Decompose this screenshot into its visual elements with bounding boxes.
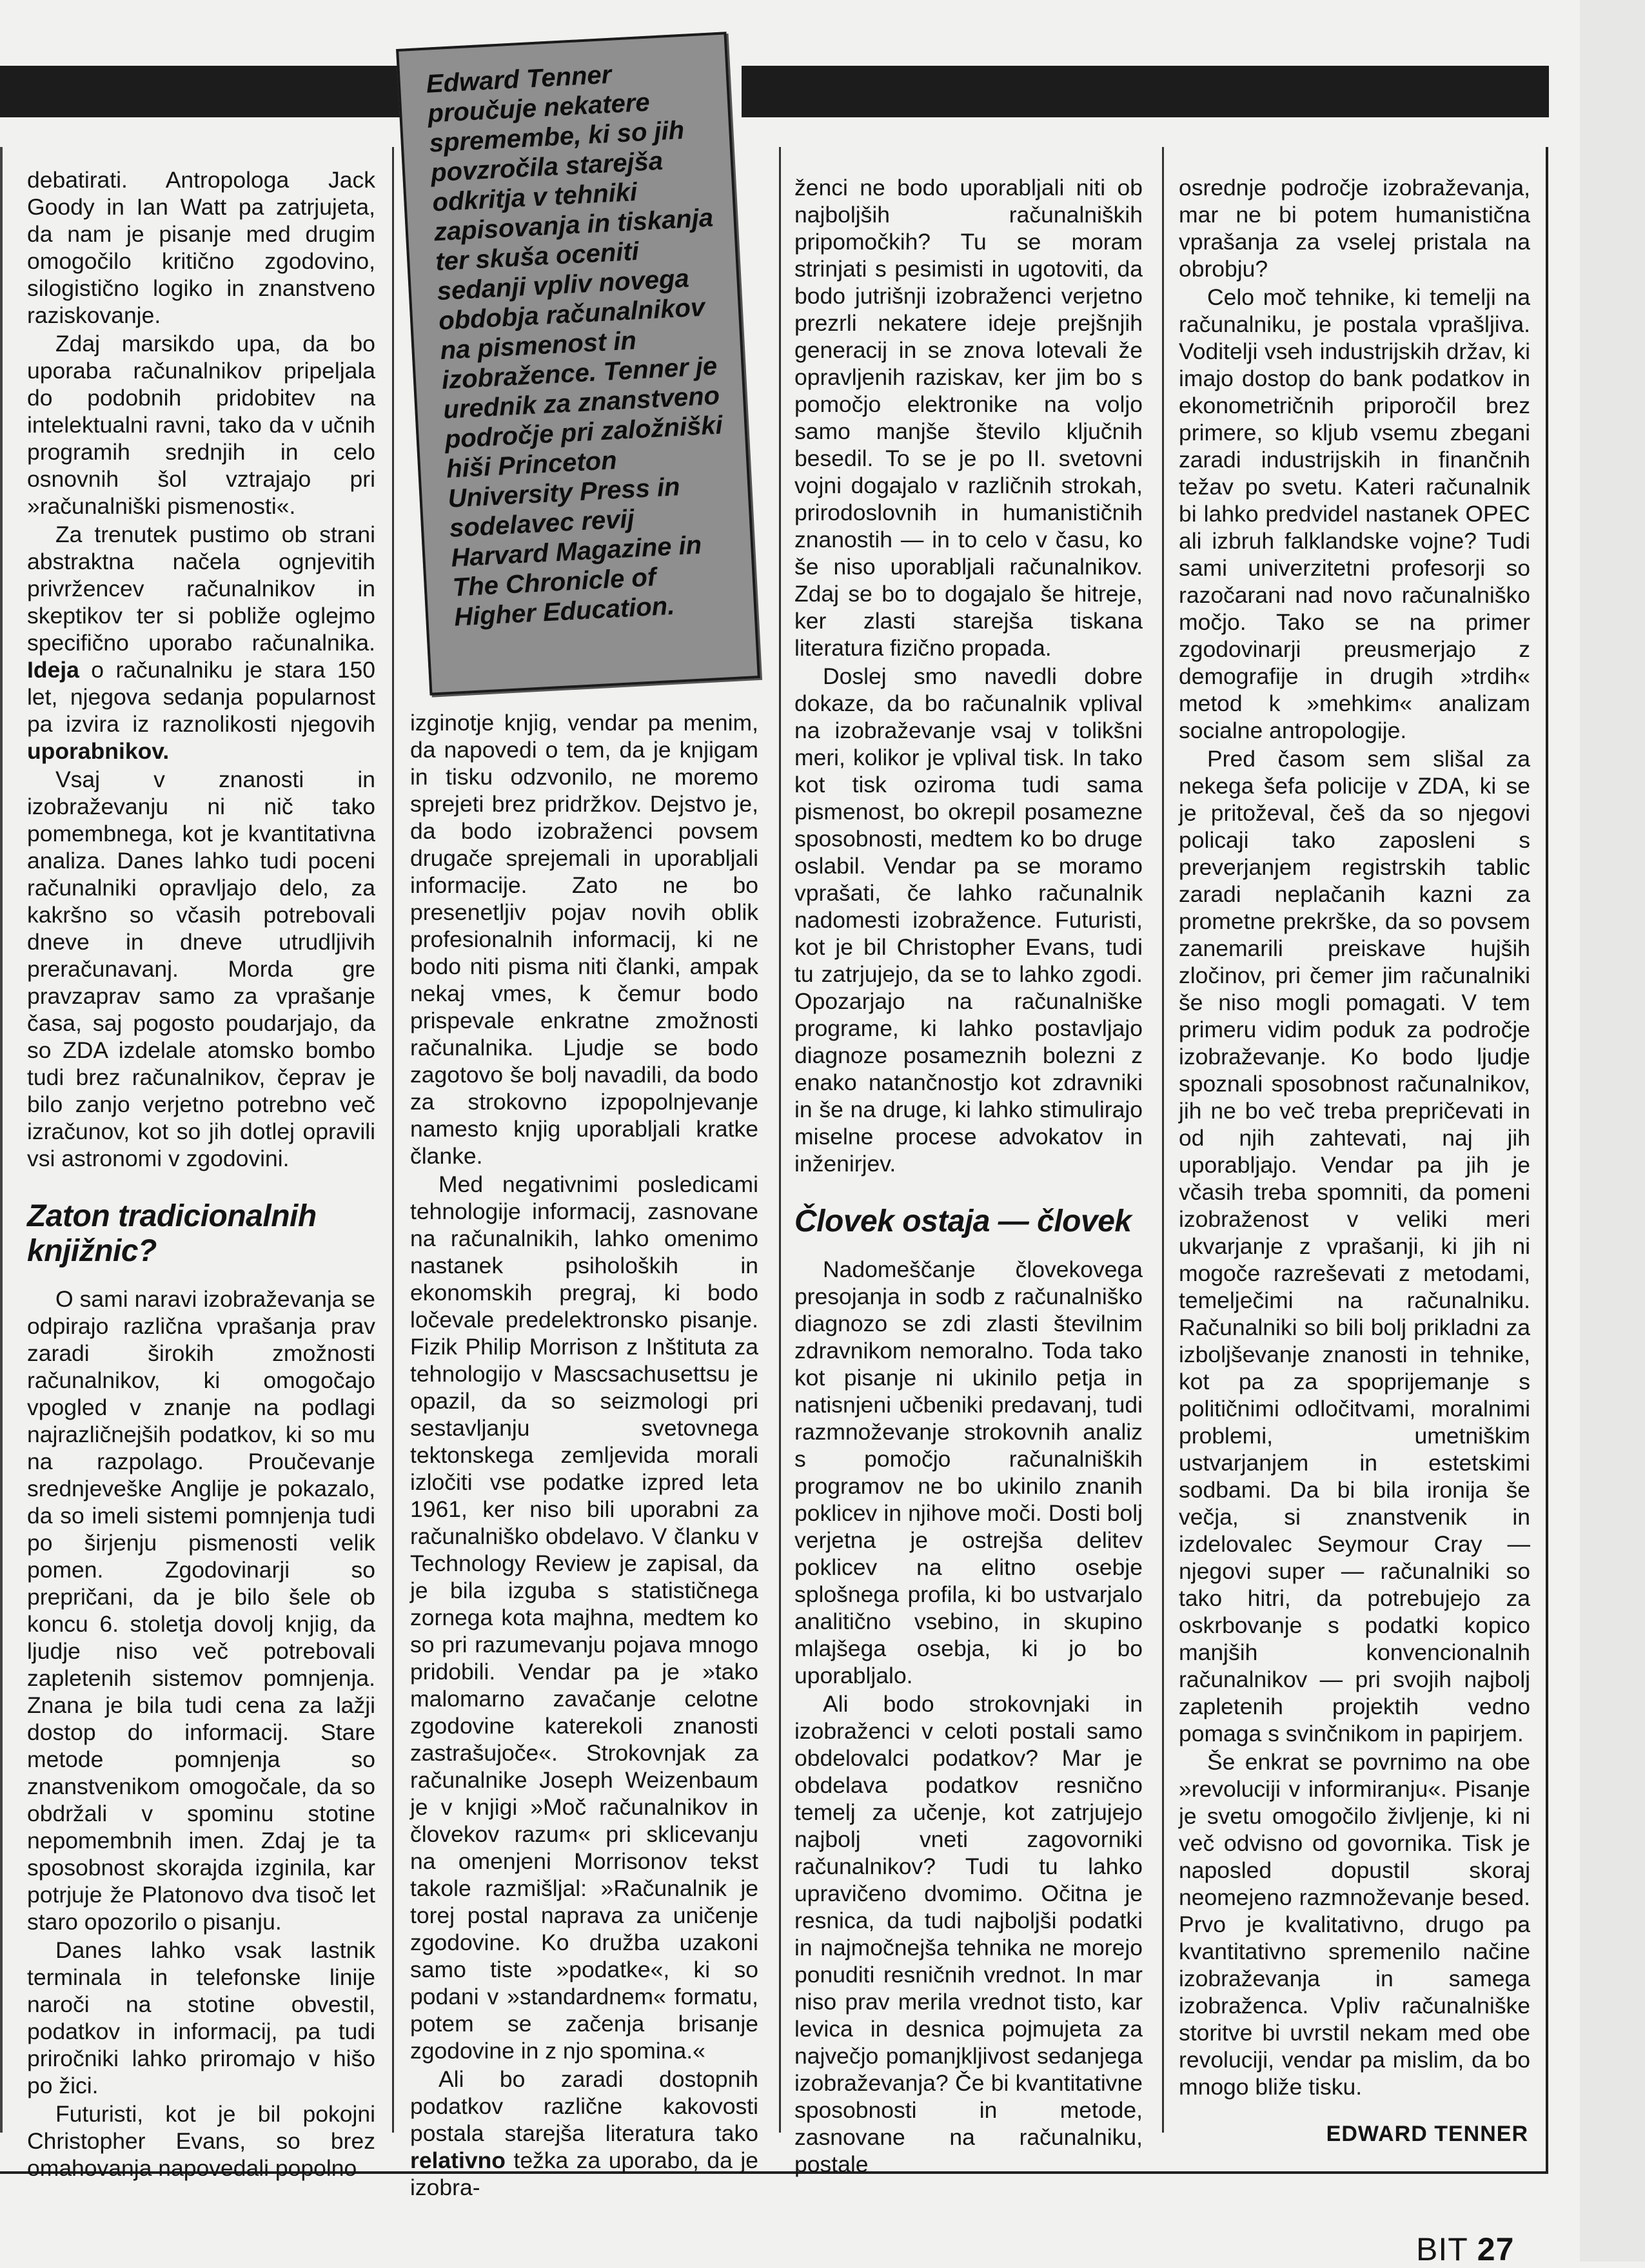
bold-text: relativno <box>410 2147 506 2173</box>
column-divider-3 <box>1162 147 1164 2133</box>
paragraph: Zdaj marsikdo upa, da bo uporaba računalnikov pripeljala do podobnih pridobitev na intelektualni ravni, tako da v učnih programih srednjih in celo osnovnih šol vztrajajo pri »računalniški pismenosti«. <box>27 331 375 519</box>
page-edge <box>1580 0 1645 2262</box>
author-byline: EDWARD TENNER <box>1326 2122 1528 2146</box>
frame-right-rule <box>1546 147 1548 2171</box>
article-column-1 <box>27 166 375 2183</box>
bold-text: uporabnikov. <box>27 738 170 764</box>
paragraph: Futuristi, kot je bil pokojni Christopher Evans, so brez omahovanja napovedali popolno <box>27 2101 375 2181</box>
text-run: Za trenutek pustimo ob strani abstraktna načela ognjevitih privržencev računalnikov in skeptikov ter si pobliže oglejmo specifično uporabo računalnika. <box>27 522 375 656</box>
page-footer <box>1416 2231 1514 2268</box>
callout-text: Edward Tenner proučuje nekatere spremembe, ki so jih povzročila starejša odkritja v tehniki zapisovanja in tiskanja ter skuša oceniti sedanji vpliv novega obdobja računalnikov na pismenost in izobražence. Tenner je urednik za znanstveno področje pri založniški hiši Princeton University Press in sodelavec revij Harvard Magazine in The Chronicle of Higher Education. <box>425 60 724 632</box>
paragraph: debatirati. Antropologa Jack Goody in Ian Watt pa zatrjujeta, da nam je pisanje med drugim omogočilo kritično zgodovino, silogistično logiko in znanstveno raziskovanje. <box>27 167 375 328</box>
text-run: o računalniku je stara 150 let, njegova sedanja popularnost pa izvira iz raznolikosti njegovih <box>27 657 375 737</box>
paragraph: ženci ne bodo uporabljali niti ob najboljših računalniških pripomočkih? Tu se moram strinjati s pesimisti in ugotoviti, da bodo jutrišnji izobraženci verjetno prezrli nekatere ideje prejšnjih generacij in se znova lotevali že opravljenih raziskav, ker jim bo s pomočjo elektronike na voljo samo manjše število ključnih besedil. To se je po II. svetovni vojni dogajalo v različnih strokah, prirodoslovnih in humanističnih znanostih — in to celo v času, ko še niso uporabljali računalnikov. Zdaj se bo to dogajalo še hitreje, ker zlasti starejša tiskana literatura fizično propada. <box>794 175 1143 661</box>
column-divider-1 <box>392 147 394 2133</box>
text-run: Ali bo zaradi dostopnih podatkov različne kakovosti postala starejša literatura tako <box>410 2066 758 2146</box>
paragraph: Doslej smo navedli dobre dokaze, da bo računalnik vplival na izobraževanje vsaj v tolikšni meri, kolikor je vplival tisk. In tako kot tisk oziroma tudi sama pismenost, bo okrepil posamezne sposobnosti, medtem ko bo druge oslabil. Vendar pa se moramo vprašati, če lahko računalnik nadomesti izobražence. Futuristi, kot je bil Christopher Evans, tudi tu zatrjujejo, da se to lahko zgodi. Opozarjajo na računalniške programe, ki lahko postavljajo diagnoze posameznih bolezni z enako natančnostjo kot zdravniki in še na druge, ki lahko stimulirajo miselne procese advokatov in inženirjev. <box>794 663 1143 1177</box>
bold-text: Ideja <box>27 657 79 683</box>
section-heading: Zaton tradicionalnih knjižnic? <box>27 1199 317 1268</box>
paragraph: Danes lahko vsak lastnik terminala in telefonske linije naroči na stotine obvestil, podatkov in informacij, pa tudi priročniki lahko priromajo v hišo po žici. <box>27 1937 375 2098</box>
header-bar-left <box>0 66 405 117</box>
column-divider-2 <box>779 147 781 2133</box>
article-column-4 <box>1179 174 1530 2102</box>
paragraph: Še enkrat se povrnimo na obe »revoluciji v informiranju«. Pisanje je svetu omogočilo življenje, ki ni več odvisno od govornika. Tisk je naposled dopustil skoraj neomejeno razmnoževanje besed. Prvo je kvalitativno, drugo pa kvantitativno spremenilo načine izobraževanja in samega izobraženca. Vpliv računalniške storitve bi uvrstil nekam med obe revoluciji, vendar pa mislim, da bo mnogo bliže tisku. <box>1179 1749 1530 2100</box>
magazine-name: BIT <box>1416 2231 1468 2267</box>
paragraph: Nadomeščanje človekovega presojanja in sodb z računalniško diagnozo se zdi zlasti številnim zdravnikom nemoralno. Toda tako kot pisanje ni ukinilo petja in natisnjeni učbeniki predavanj, tudi razmnoževanje strokovnih analiz s pomočjo računalniških programov ne bo ukinilo znanih poklicev in njihove moči. Dosti bolj verjetna je ostrejša delitev poklicev na elitno osebje splošnega profila, ki bo ustvarjalo analitično vsebino, in skupino mlajšega osebja, ki jo bo uporabljalo. <box>794 1256 1143 1688</box>
page-number: 27 <box>1477 2231 1515 2267</box>
header-bar-right <box>742 66 1549 117</box>
paragraph: Med negativnimi posledicami tehnologije informacij, zasnovane na računalnikih, lahko omenimo nastanek psiholoških in ekonomskih pregraj, ki bodo ločevale predelektronsko pisanje. Fizik Philip Morrison z Inštituta za tehnologijo v Mascsachusettsu je opazil, da so seizmologi pri sestavljanju svetovnega tektonskega zemljevida morali izločiti vse podatke izpred leta 1961, ker niso bili uporabni za računalniško obdelavo. V članku v Technology Review je zapisal, da je bila izguba s statističnega zornega kota majhna, medtem ko so pri razumevanju pojava mnogo pridobili. Vendar pa je »tako malomarno zavačanje celotne zgodovine katerekoli znanosti zastrašujoče«. Strokovnjak za računalnike Joseph Weizenbaum je v knjigi »Moč računalnikov in človekov razum« pri sklicevanju na omenjeni Morrisonov tekst takole razmišljal: »Računalnik je torej postal naprava za uničenje zgodovine. Ko družba uzakoni samo tiste »podatke«, ki so podani v »standardnem« formatu, potem se začenja brisanje zgodovine in z njo spomina.« <box>410 1171 758 2064</box>
paragraph <box>27 521 375 765</box>
paragraph: O sami naravi izobraževanja se odpirajo različna vprašanja prav zaradi širokih zmožnosti računalnikov, ki omogočajo vpogled v znanje na podlagi najrazličnejših podatkov, ki so mu na razpolago. Proučevanje srednjeveške Anglije je pokazalo, da so imeli sistemi pomnjenja tudi po širjenju pismenosti velik pomen. Zgodovinarji so prepričani, da je bilo šele ob koncu 6. stoletja dovolj knjig, da ljudje niso več potrebovali zapletenih sistemov pomnjenja. Znana je bila tudi cena za lažji dostop do informacij. Stare metode pomnjenja so znanstvenikom omogočale, da so obdržali v spominu stotine nepomembnih imen. Zdaj je ta sposobnost skorajda izginila, kar potrjuje že Platonovo dva tisoč let staro opozorilo o pisanju. <box>27 1286 375 1935</box>
author-callout-box <box>396 32 760 695</box>
text-run: težka za uporabo, da je izobra- <box>410 2147 758 2200</box>
frame-left-rule <box>0 147 3 2133</box>
section-heading: Človek ostaja — človek <box>794 1204 1132 1238</box>
paragraph: Celo moč tehnike, ki temelji na računalniku, je postala vprašljiva. Voditelji vseh industrijskih držav, ki imajo dostop do bank podatkov in ekonometričnih priporočil brez primere, so kljub vsemu zbegani zaradi industrijskih in finančnih težav po svetu. Kateri računalnik bi lahko predvidel nastanek OPEC ali izbruh falklandske vojne? Tudi sami univerzitetni profesorji so razočarani nad novo računalniško močjo. Tako se na primer zgodovinarji preusmerjajo z demografije in drugih »trdih« metod k »mehkim« analizam socialne antropologije. <box>1179 284 1530 743</box>
article-column-2 <box>410 709 758 2202</box>
article-column-3 <box>794 174 1143 2179</box>
paragraph: izginotje knjig, vendar pa menim, da napovedi o tem, da je knjigam in tisku odzvonilo, ne moremo sprejeti brez pridržkov. Dejstvo je, da bodo izobraženci povsem drugače sprejemali in uporabljali informacije. Zato ne bo presenetljiv pojav novih oblik profesionalnih informacij, ki ne bodo niti pisma niti članki, ampak nekaj vmes, k čemur bodo prispevale enkratne zmožnosti računalnika. Ljudje se bodo zagotovo še bolj navadili, da bodo za strokovno izpopolnjevanje namesto knjig uporabljali kratke članke. <box>410 710 758 1169</box>
paragraph: Vsaj v znanosti in izobraževanju ni nič tako pomembnega, kot je kvantitativna analiza. Danes lahko tudi poceni računalniki opravljajo delo, za kakršno so včasih potrebovali dneve in dneve utrudljivih preračunavanj. Morda gre pravzaprav samo za vprašanje časa, saj pogosto poudarjajo, da so ZDA izdelale atomsko bombo tudi brez računalnikov, čeprav je bilo zanjo verjetno potrebno več izračunov, kot so jih dotlej opravili vsi astronomi v zgodovini. <box>27 767 375 1171</box>
paragraph: osrednje področje izobraževanja, mar ne bi potem humanistična vprašanja za vselej pristala na obrobju? <box>1179 175 1530 282</box>
paragraph <box>410 2066 758 2201</box>
paragraph: Ali bodo strokovnjaki in izobraženci v celoti postali samo obdelovalci podatkov? Mar je obdelava podatkov resnično temelj za učenje, kot zatrjujejo najbolj vneti zagovorniki računalnikov? Tudi tu lahko upravičeno dvomimo. Očitna je resnica, da tudi najboljši podatki in najmočnejša tehnika ne morejo ponuditi resničnih vrednot. In mar niso prav merila vrednot tisto, kar levica in desnica pojmujeta za največjo pomanjkljivost sedanjega izobraževanja? Če bi kvantitativne sposobnosti in metode, zasnovane na računalniku, postale <box>794 1691 1143 2177</box>
paragraph: Pred časom sem slišal za nekega šefa policije v ZDA, ki se je pritoževal, češ da so njegovi policaji tako zaposleni s preverjanjem registrskih tablic zaradi neplačanih kazni za prometne prekrške, da so povsem zanemarili preiskave hujših zločinov, pri čemer jim računalniki še niso mogli pomagati. V tem primeru vidim poduk za področje izobraževanje. Ko bodo ljudje spoznali sposobnost računalnikov, jih ne bo več treba prepričevati in od njih zahtevati, naj jih uporabljajo. Vendar pa jih je včasih treba spomniti, da pomeni izobraženost v veliki meri ukvarjanje z vprašanji, ki jih ni mogoče razreševati z metodami, temelječimi na računalniku. Računalniki so bili bolj prikladni za izboljševanje znanosti in tehnike, kot pa za spoprijemanje s političnimi odločitvami, moralnimi problemi, umetniškim ustvarjanjem in estetskimi sodbami. Da bi bila ironija še večja, si znanstvenik in izdelovalec Seymour Cray — njegovi super — računalniki so tako hitri, da potrebujejo za oskrbovanje s podatki kopico manjših konvencionalnih računalnikov — pri svojih najbolj zapletenih projektih vedno pomaga s svinčnikom in papirjem. <box>1179 746 1530 1746</box>
